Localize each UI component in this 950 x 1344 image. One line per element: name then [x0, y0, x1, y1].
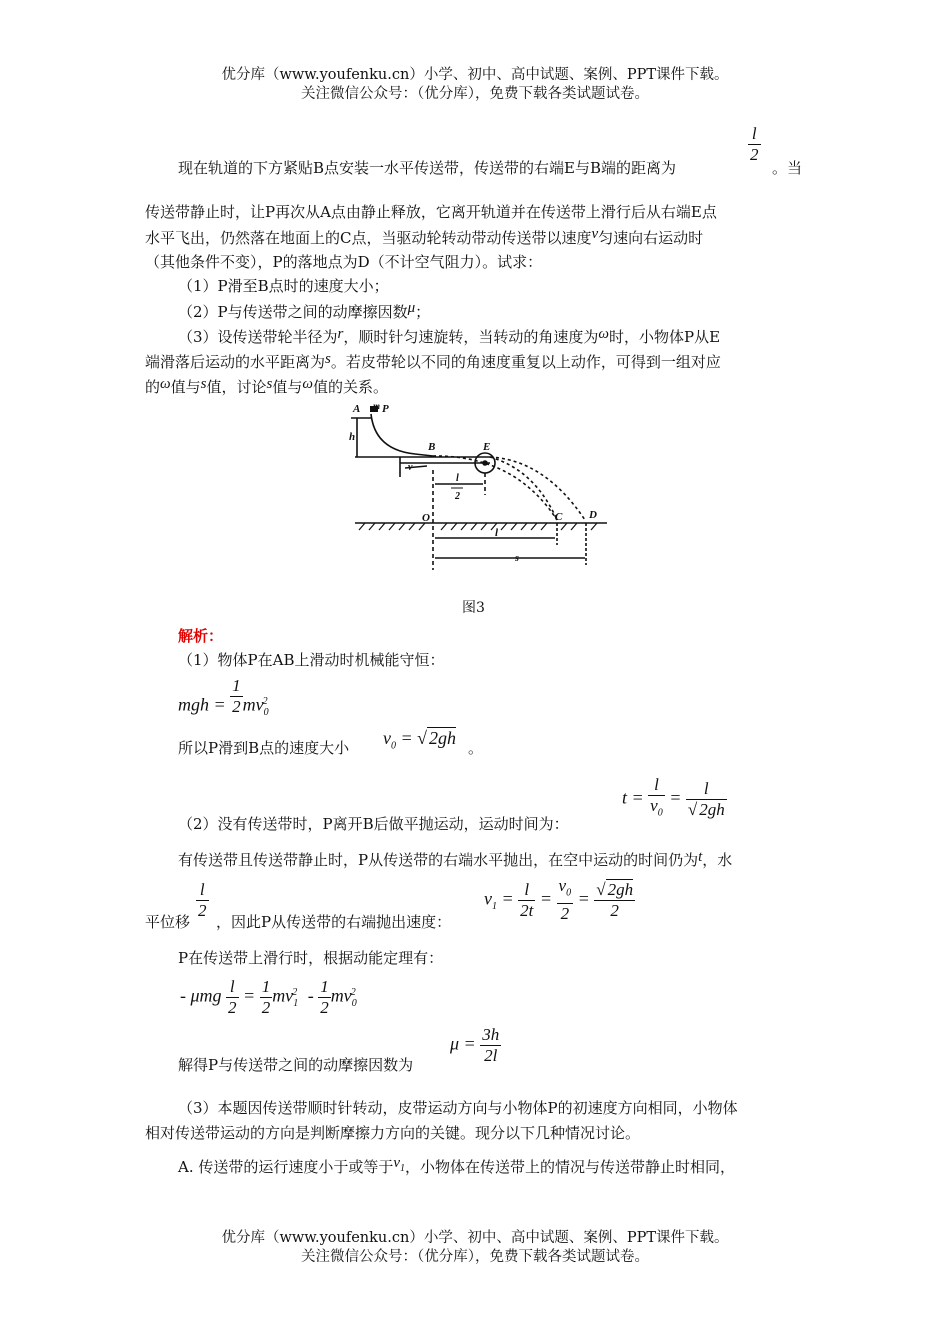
problem-text: ，顺时针匀速旋转，当转动的角速度为 — [343, 328, 599, 346]
eq-frac — [518, 880, 535, 921]
eq-part: mv — [330, 985, 352, 1006]
problem-text: 。当 — [772, 159, 803, 177]
eq-frac-half — [230, 676, 243, 717]
frac-numerator: l — [226, 977, 239, 998]
symbol-t: t — [698, 849, 703, 865]
solution-title: 解析： — [178, 627, 224, 645]
eq-frac: $\frac{√ 2gh}{2}$ — [596, 879, 634, 920]
question-1: （1）P滑至B点时的速度大小； — [178, 277, 389, 295]
symbol-s: s — [200, 376, 207, 392]
frac-denominator: 2 — [560, 904, 570, 924]
label-p: P — [382, 403, 389, 415]
equation-energy: mgh = $\frac{1}{2}$ $mv_0^2$ — [178, 676, 269, 719]
label-2: 2 — [455, 491, 460, 502]
label-l: l — [456, 473, 459, 484]
eq-part: = — [243, 985, 256, 1006]
solution-step-3: （2）没有传送带时，P离开B后做平抛运动，运动时间为： — [178, 815, 569, 833]
frac-numerator: l — [196, 880, 209, 901]
frac-numerator: l — [748, 124, 761, 145]
fraction-l-over-2 — [748, 124, 761, 165]
solution-text: 。 — [468, 739, 484, 757]
symbol-r: r — [337, 326, 344, 342]
label-e: E — [483, 441, 491, 453]
eq-part: - — [307, 985, 314, 1006]
equation-v1: $v_1$ = $\frac{l}{2t}$ = $\frac{v_0}{2}$ = $\frac{√ 2gh}{2}$ — [484, 876, 634, 924]
solution-step-9: A. 传送带的运行速度小于或等于$v_1$，小物体在传送带上的情况与传送带静止时相同， — [178, 1155, 736, 1176]
solution-step-2 — [178, 738, 349, 758]
figure-caption: 图3 — [462, 600, 485, 616]
frac-denominator: 2gh — [699, 799, 725, 819]
frac-numerator: l — [686, 779, 727, 800]
problem-paragraph-2: 传送带静止时，让P再次从A点由静止释放，它离开轨道并在传送带上滑行后从右端E点 — [145, 203, 717, 221]
track-curve — [371, 414, 436, 456]
solution-text: ，水 — [702, 851, 733, 869]
frac-numerator: v — [558, 876, 567, 895]
problem-paragraph-4: （其他条件不变），P的落地点为D（不计空气阻力）。试求： — [145, 253, 543, 271]
eq-part: - μmg — [180, 985, 222, 1006]
eq-frac — [226, 977, 239, 1018]
frac-denominator: 2 — [232, 697, 241, 716]
eq-v: v — [383, 728, 391, 748]
symbol-omega: ω — [160, 376, 171, 392]
frac-denominator: 2 — [228, 998, 237, 1017]
eq-sqrt: 2gh — [429, 728, 457, 748]
symbol-s: s — [266, 376, 273, 392]
frac-denominator: 2t — [520, 900, 534, 920]
label-s: s — [515, 553, 519, 564]
label-b: B — [428, 441, 436, 453]
frac-numerator: l — [518, 880, 535, 901]
frac-denominator: 2 — [198, 901, 207, 920]
frac-denominator: 2 — [320, 998, 329, 1017]
solution-step-4 — [178, 850, 732, 871]
problem-text: （2）P与传送带之间的动摩擦因数 — [178, 303, 408, 321]
physics-diagram — [345, 400, 615, 580]
eq-part: mv — [272, 985, 294, 1006]
problem-text: 值与 — [170, 378, 201, 396]
problem-text: 现在轨道的下方紧贴B点安装一水平传送带，传送带的右端E与B端的距离为 — [178, 159, 676, 177]
label-m: m — [373, 401, 381, 411]
trajectory-d — [490, 457, 585, 520]
problem-text: 匀速向右运动时 — [598, 229, 704, 247]
solution-step-6: P在传送带上滑行时，根据动能定理有： — [178, 949, 444, 967]
problem-text: 端滑落后运动的水平距离为 — [145, 353, 326, 371]
label-h: h — [349, 431, 356, 443]
solution-step-8: （3）本题因传送带顺时针转动，皮带运动方向与小物体P的初速度方向相同，小物体 — [178, 1099, 738, 1117]
equation-mu — [450, 1025, 501, 1066]
question-2 — [178, 302, 430, 323]
trajectory-c — [490, 457, 557, 520]
solution-text: 平位移 — [145, 913, 191, 931]
problem-text: 值，讨论 — [206, 378, 267, 396]
equation-v0: $v_0$ = √ 2gh — [383, 728, 457, 752]
problem-text: 值与 — [272, 378, 303, 396]
solution-step-8b: 相对传送带运动的方向是判断摩擦力方向的关键。现分以下几种情况讨论。 — [145, 1124, 641, 1142]
page-header-line1: 优分库（www.youfenku.cn）小学、初中、高中试题、案例、PPT课件下载。 — [221, 67, 729, 83]
label-a: A — [353, 403, 361, 415]
eq-frac: $\frac{l}{√ 2gh}$ — [687, 778, 725, 819]
solution-text: ，因此P从传送带的右端抛出速度： — [216, 913, 452, 931]
frac-numerator: 1 — [261, 977, 271, 996]
page-footer-line1: 优分库（www.youfenku.cn）小学、初中、高中试题、案例、PPT课件下载。 — [221, 1230, 729, 1246]
problem-paragraph-1 — [178, 158, 676, 178]
eq-frac: $\frac{v_0}{2}$ — [558, 876, 572, 924]
label-c: C — [555, 511, 563, 523]
problem-text: 水平飞出，仍然落在地面上的C点，当驱动轮转动带动传送带以速度 — [145, 229, 592, 247]
symbol-omega: ω — [302, 376, 313, 392]
eq-lhs: mgh = — [178, 694, 226, 715]
equation-work-energy: - μmg $\frac{l}{2}$ = $\frac{1}{2}$ $mv_1^2$ - $\frac{1}{2}$ $mv_0^2$ — [180, 977, 357, 1017]
eq-mu: μ = — [450, 1033, 476, 1054]
frac-denominator: 2 — [261, 998, 271, 1017]
symbol-v1: v — [393, 1155, 401, 1171]
label-o: O — [422, 512, 430, 524]
frac-denominator: 2 — [750, 145, 759, 164]
frac-denominator: v — [650, 796, 658, 815]
eq-frac — [318, 977, 331, 1018]
problem-text: 时，小物体P从E — [609, 328, 721, 346]
solution-step-7: 解得P与传送带之间的动摩擦因数为 — [178, 1056, 414, 1074]
frac-numerator: l — [648, 775, 665, 796]
frac-numerator: 1 — [232, 676, 241, 695]
eq-frac — [480, 1025, 501, 1066]
eq-v1: v — [484, 888, 492, 909]
solution-text: ，小物体在传送带上的情况与传送带静止时相同， — [405, 1158, 736, 1176]
solution-step-5 — [145, 912, 451, 932]
label-v: v — [408, 462, 413, 473]
problem-paragraph-3 — [145, 228, 703, 249]
frac-denominator: 2l — [484, 1046, 498, 1065]
page-header-line2: 关注微信公众号：（优分库），免费下载各类试题试卷。 — [301, 86, 649, 102]
frac-denominator: 2 — [610, 900, 619, 920]
problem-text: （3）设传送带轮半径为 — [178, 328, 338, 346]
question-3-line-3 — [145, 377, 388, 398]
problem-text: 值的关系。 — [312, 378, 388, 396]
symbol-mu: μ — [407, 300, 416, 316]
eq-rhs: mv — [242, 694, 264, 715]
solution-text: 所以P滑到B点的速度大小 — [178, 739, 350, 757]
label-l2: l — [495, 527, 499, 539]
solution-text: 有传送带且传送带静止时，P从传送带的右端水平抛出，在空中运动的时间仍为 — [178, 851, 699, 869]
problem-text: 的 — [145, 378, 161, 396]
eq-t: t = — [622, 787, 644, 808]
solution-step-1: （1）物体P在AB上滑动时机械能守恒： — [178, 651, 445, 669]
problem-text: ； — [415, 303, 431, 321]
symbol-v: v — [591, 226, 599, 242]
problem-text: 。若皮带轮以不同的角速度重复以上动作，可得到一组对应 — [330, 353, 721, 371]
page-footer-line2: 关注微信公众号：（优分库），免费下载各类试题试卷。 — [301, 1249, 649, 1265]
question-3-line-2 — [145, 352, 721, 373]
equation-time: t = $\frac{l}{v_0}$ = $\frac{l}{√ 2gh}$ — [622, 775, 727, 823]
solution-text: A. 传送带的运行速度小于或等于 — [178, 1158, 394, 1176]
symbol-s: s — [325, 351, 331, 367]
frac-numerator: 1 — [320, 977, 329, 996]
symbol-omega: ω — [598, 326, 609, 342]
eq-frac: $\frac{l}{v_0}$ — [650, 775, 663, 819]
eq-frac — [260, 977, 273, 1018]
frac-numerator: 2gh — [607, 879, 634, 899]
label-d: D — [589, 509, 597, 521]
question-3 — [178, 327, 720, 348]
frac-numerator: 3h — [482, 1025, 500, 1044]
